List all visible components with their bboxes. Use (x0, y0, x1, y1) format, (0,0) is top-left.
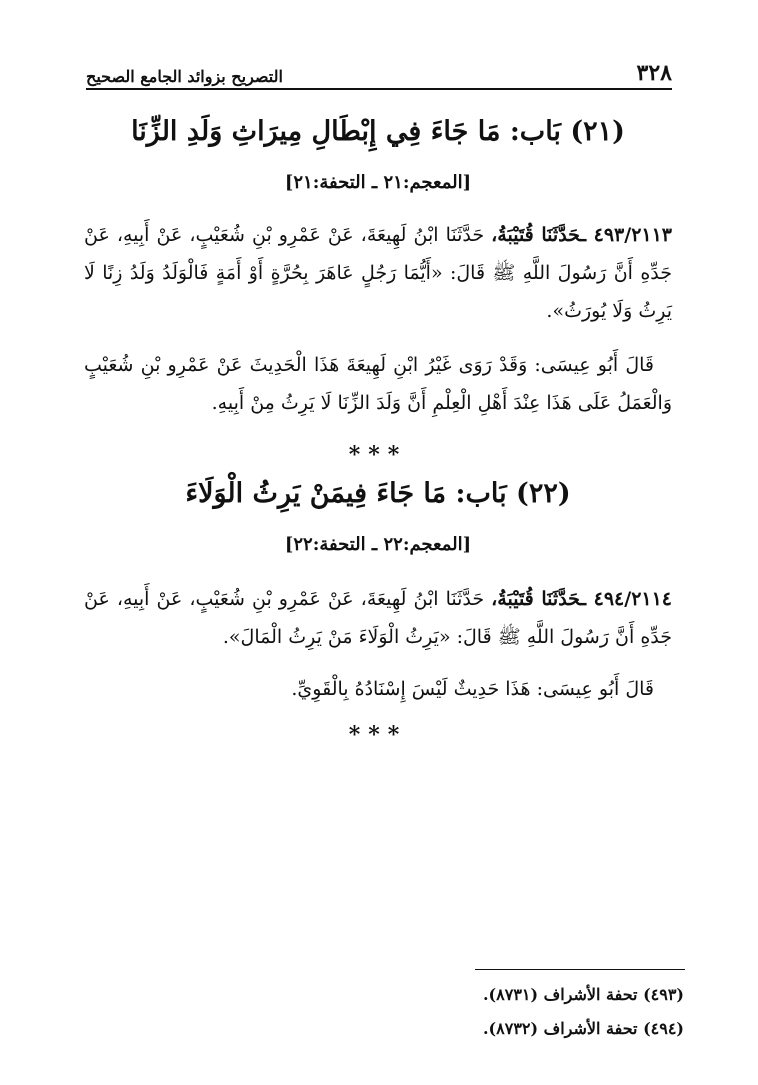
hadith-494-text: حَدَّثَنَا ابْنُ لَهِيعَةَ، عَنْ عَمْرِو بْنِ شُعَيْبٍ، عَنْ أَبِيهِ، عَنْ جَدِّهِ أَنَّ رَسُولَ اللَّهِ ﷺ قَالَ: «يَرِثُ الْوَلَاءَ مَنْ يَرِثُ الْمَالَ». (84, 588, 672, 648)
chapter-21-title: (٢١) بَاب: مَا جَاءَ فِي إِبْطَالِ مِيرَاثِ وَلَدِ الزِّنَا (131, 116, 625, 147)
hadith-493-number: ٤٩٣/٢١١٣ ـ (580, 224, 673, 246)
hadith-493-isnad: حَدَّثَنَا قُتَيْبَةُ، (491, 224, 581, 246)
hadith-493-text: حَدَّثَنَا ابْنُ لَهِيعَةَ، عَنْ عَمْرِو بْنِ شُعَيْبٍ، عَنْ أَبِيهِ، عَنْ جَدِّهِ أَنَّ رَسُولَ اللَّهِ ﷺ قَالَ: «أَيُّمَا رَجُلٍ عَاهَرَ بِحُرَّةٍ أَوْ أَمَةٍ فَالْوَلَدُ وَلَدُ زِنًا لَا يَرِثُ وَلَا يُورَثُ». (84, 224, 672, 322)
hadith-494-number: ٤٩٤/٢١١٤ ـ (580, 588, 673, 610)
comment-493: قَالَ أَبُو عِيسَى: وَقَدْ رَوَى غَيْرُ ابْنِ لَهِيعَةَ هَذَا الْحَدِيثَ عَنْ عَمْرِو بْنِ شُعَيْبٍ وَالْعَمَلُ عَلَى هَذَا عِنْدَ أَهْلِ الْعِلْمِ أَنَّ وَلَدَ الزِّنَا لَا يَرِثُ مِنْ أَبِيهِ. (84, 354, 672, 414)
running-title: التصريح بزوائد الجامع الصحيح (86, 67, 283, 86)
page-number: ٣٢٨ (636, 60, 672, 86)
chapter-21-reference: [المعجم:٢١ ـ التحفة:٢١] (284, 172, 472, 193)
chapter-22-title: (٢٢) بَاب: مَا جَاءَ فِيمَنْ يَرِثُ الْوَلَاءَ (185, 478, 571, 509)
footnote-494: (٤٩٤) تحفة الأشراف (٨٧٣٢). (482, 1019, 684, 1038)
section-separator-2: *** (348, 722, 408, 748)
section-separator-1: *** (348, 442, 408, 468)
comment-494: قَالَ أَبُو عِيسَى: هَذَا حَدِيثٌ لَيْسَ إِسْنَادُهُ بِالْقَوِيِّ. (291, 678, 654, 700)
chapter-22-reference: [المعجم:٢٢ ـ التحفة:٢٢] (284, 534, 472, 555)
footnote-493: (٤٩٣) تحفة الأشراف (٨٧٣١). (482, 985, 684, 1004)
hadith-493 (84, 216, 672, 330)
hadith-494-isnad: حَدَّثَنَا قُتَيْبَةُ، (491, 588, 581, 610)
footnotes (300, 978, 684, 1046)
hadith-494 (84, 580, 672, 656)
footnote-divider (475, 969, 685, 970)
running-header (86, 58, 672, 90)
